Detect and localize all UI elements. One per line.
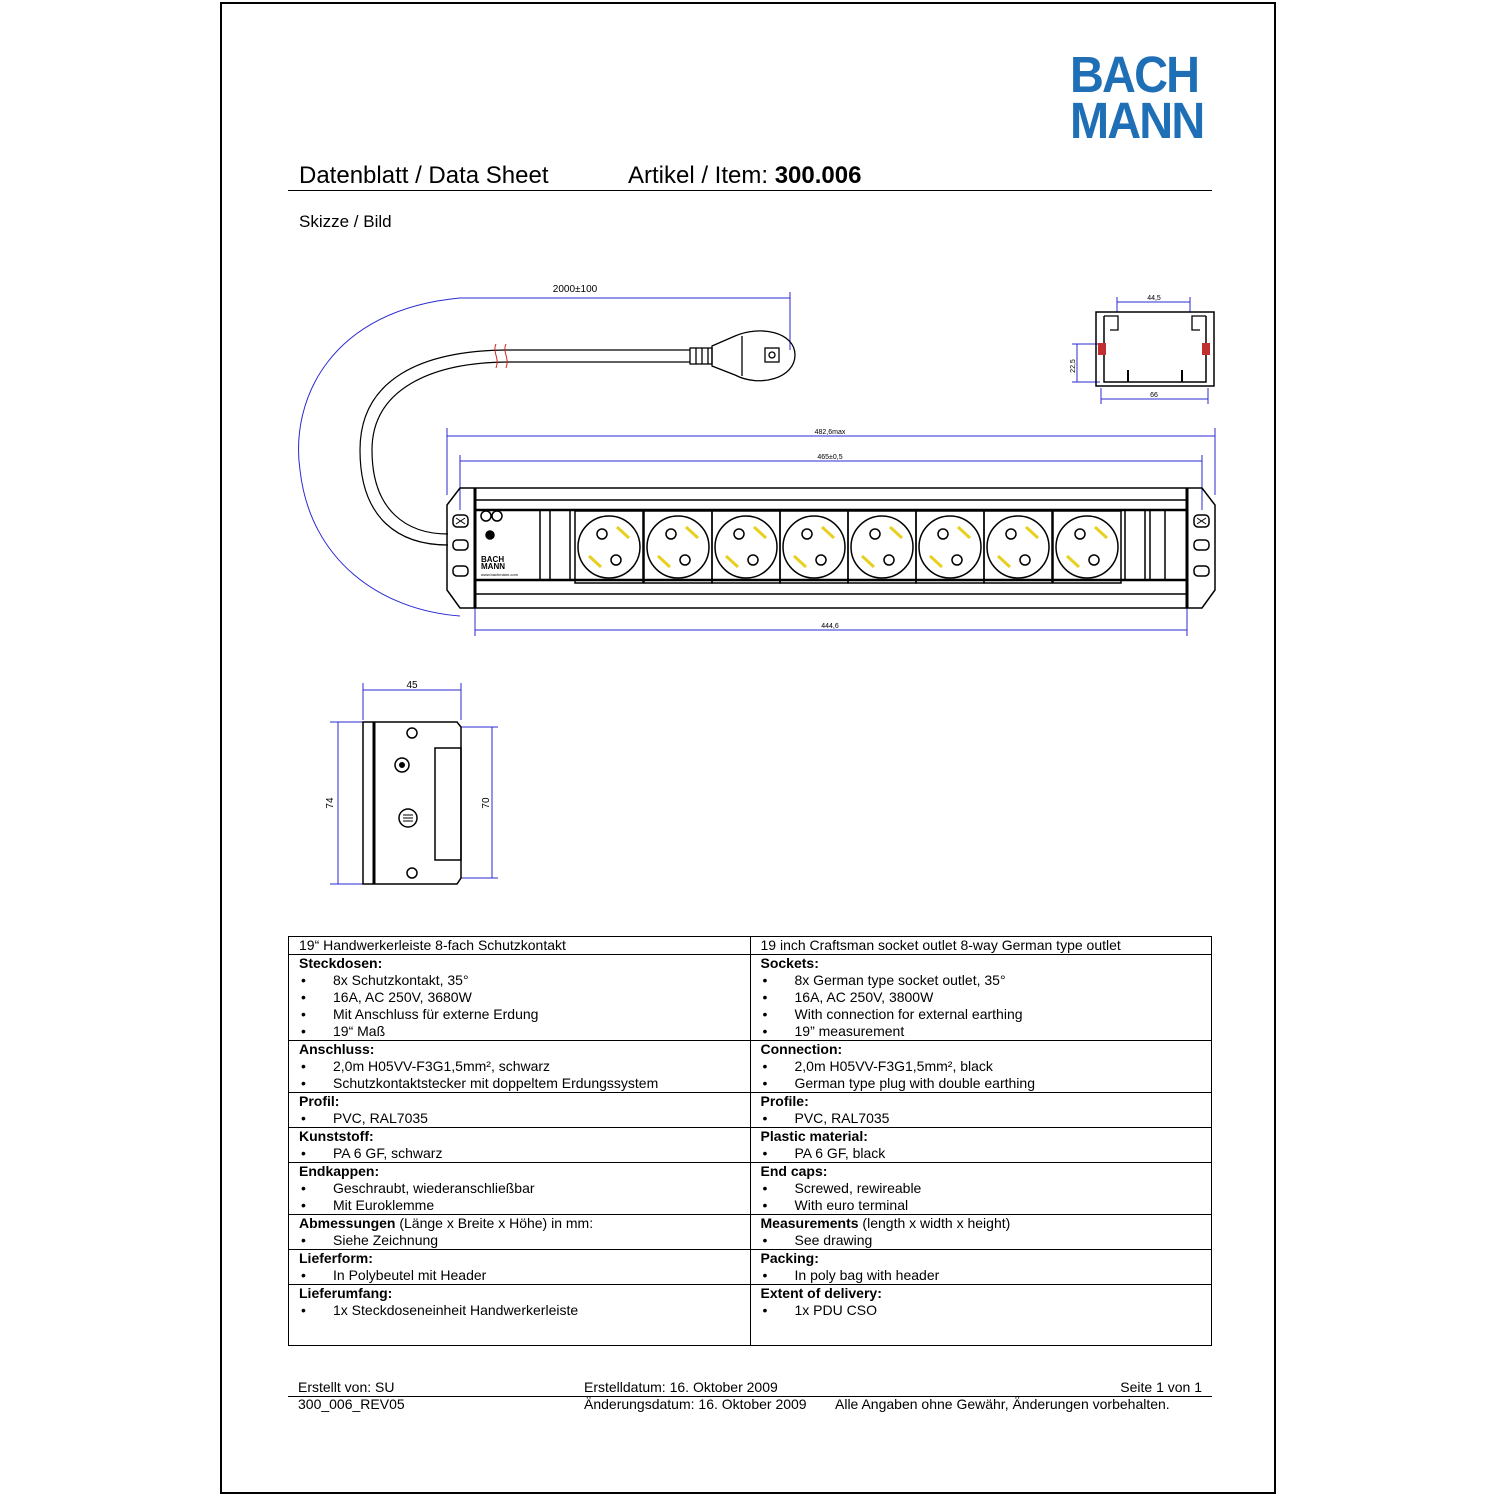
spec-bullet-item: • PA 6 GF, schwarz [301, 1145, 443, 1161]
spec-cell-de [289, 1128, 751, 1163]
bullet-icon: • [762, 972, 768, 988]
spec-cell-en [750, 955, 1212, 1041]
spec-bullet-item: • 1x Steckdoseneinheit Handwerkerleiste [301, 1302, 579, 1318]
bullet-icon: • [762, 1006, 768, 1022]
spec-bullet-item: • In Polybeutel mit Header [301, 1267, 487, 1283]
spec-heading: Abmessungen (Länge x Breite x Höhe) in mm: [299, 1215, 594, 1231]
bullet-icon: • [762, 1267, 768, 1283]
spec-cell-en [750, 1093, 1212, 1128]
plug [690, 331, 795, 381]
cable-break [495, 344, 507, 368]
spec-row [289, 1128, 1212, 1163]
spec-heading: End caps: [760, 1163, 828, 1179]
spec-heading: Profile: [760, 1093, 809, 1109]
spec-cell-en [750, 1215, 1212, 1250]
spec-heading: Sockets: [760, 955, 819, 971]
footer-row-2 [288, 1396, 1212, 1413]
spec-heading: Profil: [299, 1093, 340, 1109]
spec-bullet-item: • In poly bag with header [762, 1267, 940, 1283]
cable [360, 350, 690, 545]
bullet-icon: • [762, 1110, 768, 1126]
spec-heading: Anschluss: [299, 1041, 375, 1057]
spec-title-en: 19 inch Craftsman socket outlet 8-way German type outlet [750, 937, 1212, 955]
bullet-icon: • [301, 1110, 306, 1126]
spec-row [289, 1163, 1212, 1215]
spec-cell-en [750, 1285, 1212, 1346]
page-title: Datenblatt / Data Sheet [299, 162, 549, 189]
spec-cell-de [289, 1215, 751, 1250]
spec-cell-en [750, 1163, 1212, 1215]
spec-heading: Connection: [760, 1041, 843, 1057]
bullet-icon: • [301, 1058, 306, 1074]
spec-bullet-item: • 19“ Maß [301, 1023, 386, 1039]
spec-bullet-item: • 2,0m H05VV-F3G1,5mm², black [762, 1058, 993, 1074]
spec-bullet-item: • Mit Anschluss für externe Erdung [301, 1006, 539, 1022]
spec-heading: Kunststoff: [299, 1128, 374, 1144]
created-date: Erstelldatum: 16. Oktober 2009 [584, 1379, 778, 1395]
item-number: Artikel / Item: 300.006 [628, 162, 862, 189]
strip-brand-line1: BACH [481, 555, 505, 564]
spec-bullet-item: • 19” measurement [762, 1023, 905, 1039]
bullet-icon: • [301, 1180, 306, 1196]
spec-bullet-item: • Siehe Zeichnung [301, 1232, 439, 1248]
spec-bullet-item: • Screwed, rewireable [762, 1180, 922, 1196]
spec-heading: Plastic material: [760, 1128, 868, 1144]
bullet-icon: • [762, 1232, 768, 1248]
footer-row-1 [288, 1379, 1212, 1397]
spec-cell-de [289, 1250, 751, 1285]
spec-bullet-item: • See drawing [762, 1232, 873, 1248]
spec-bullet-item: • Mit Euroklemme [301, 1197, 435, 1213]
end-width-label: 45 [406, 680, 418, 691]
spec-table [288, 936, 1212, 1346]
spec-cell-de [289, 1093, 751, 1128]
spec-row [289, 1093, 1212, 1128]
spec-heading: Endkappen: [299, 1163, 380, 1179]
socket-outlet-3 [712, 511, 780, 583]
spec-heading: Lieferumfang: [299, 1285, 393, 1301]
bullet-icon: • [301, 1302, 306, 1318]
spec-heading: Packing: [760, 1250, 819, 1266]
spec-bullet-item: • 1x PDU CSO [762, 1302, 877, 1318]
body-width-label: 444,6 [821, 623, 839, 630]
spec-bullet-item: • PVC, RAL7035 [762, 1110, 890, 1126]
spec-cell-en [750, 1250, 1212, 1285]
socket-outlet-7 [984, 511, 1052, 583]
socket-outlets [575, 511, 1121, 583]
changed-date: Änderungsdatum: 16. Oktober 2009 [584, 1396, 807, 1412]
spec-cell-de [289, 1041, 751, 1093]
bullet-icon: • [301, 1023, 306, 1039]
document-id: 300_006_REV05 [298, 1396, 405, 1412]
spec-bullet-item: • PA 6 GF, black [762, 1145, 886, 1161]
spec-cell-en [750, 1128, 1212, 1163]
bullet-icon: • [301, 1197, 306, 1213]
bullet-icon: • [301, 989, 306, 1005]
spec-cell-en [750, 1041, 1212, 1093]
profile-top-label: 44,5 [1147, 295, 1161, 302]
created-by: Erstellt von: SU [298, 1379, 395, 1395]
page-number: Seite 1 von 1 [1120, 1379, 1202, 1395]
spec-cell-de [289, 1163, 751, 1215]
bullet-icon: • [301, 1232, 306, 1248]
disclaimer: Alle Angaben ohne Gewähr, Änderungen vorbehalten. [835, 1396, 1170, 1412]
strip-brand-url: www.bachmann.com [481, 572, 518, 577]
bullet-icon: • [762, 1023, 768, 1039]
spec-row [289, 1250, 1212, 1285]
spec-cell-de [289, 955, 751, 1041]
spec-row [289, 1285, 1212, 1346]
bullet-icon: • [301, 1267, 306, 1283]
bullet-icon: • [301, 1006, 306, 1022]
sketch-label: Skizze / Bild [299, 212, 392, 231]
bullet-icon: • [301, 1145, 306, 1161]
socket-outlet-4 [780, 511, 848, 583]
socket-outlet-5 [848, 511, 916, 583]
bullet-icon: • [301, 1075, 306, 1091]
socket-outlet-6 [916, 511, 984, 583]
bullet-icon: • [762, 1075, 768, 1091]
bullet-icon: • [762, 1058, 768, 1074]
spec-heading: Extent of delivery: [760, 1285, 882, 1301]
end-view [330, 683, 498, 884]
socket-outlet-2 [644, 511, 712, 583]
bullet-icon: • [301, 972, 306, 988]
spec-row [289, 955, 1212, 1041]
spec-bullet-item: • German type plug with double earthing [762, 1075, 1035, 1091]
spec-bullet-item: • Geschraubt, wiederanschließbar [301, 1180, 535, 1196]
mount-width-label: 465±0,5 [817, 454, 843, 461]
overall-width-label: 482,6max [814, 429, 846, 436]
spec-bullet-item: • 8x Schutzkontakt, 35° [301, 972, 469, 988]
socket-outlet-8 [1053, 511, 1121, 583]
bachmann-logo: BACH MANN [1070, 46, 1204, 149]
spec-bullet-item: • 16A, AC 250V, 3680W [301, 989, 472, 1005]
spec-bullet-item: • 2,0m H05VV-F3G1,5mm², schwarz [301, 1058, 551, 1074]
spec-heading: Steckdosen: [299, 955, 383, 971]
bullet-icon: • [762, 1180, 768, 1196]
spec-row [289, 1215, 1212, 1250]
bullet-icon: • [762, 1197, 768, 1213]
spec-bullet-item: • Schutzkontaktstecker mit doppeltem Erdungssystem [301, 1075, 659, 1091]
spec-bullet-item: • 8x German type socket outlet, 35° [762, 972, 1006, 988]
end-height-inner-label: 70 [481, 797, 492, 809]
spec-cell-de [289, 1285, 751, 1346]
end-height-outer-label: 74 [325, 797, 336, 809]
spec-heading: Measurements (length x width x height) [760, 1215, 1011, 1231]
bullet-icon: • [762, 989, 768, 1005]
cable-length-label: 2000±100 [552, 284, 598, 295]
spec-title-de: 19“ Handwerkerleiste 8-fach Schutzkontakt [289, 937, 751, 955]
strip-brand-line2: MANN [481, 562, 505, 571]
profile-cross-section [1072, 297, 1214, 404]
spec-bullet-item: • PVC, RAL7035 [301, 1110, 428, 1126]
profile-bottom-label: 66 [1150, 392, 1158, 399]
spec-bullet-item: • 16A, AC 250V, 3800W [762, 989, 934, 1005]
spec-bullet-item: • With connection for external earthing [762, 1006, 1023, 1022]
spec-bullet-item: • With euro terminal [762, 1197, 909, 1213]
profile-height-label: 22,5 [1070, 359, 1077, 373]
spec-row [289, 1041, 1212, 1093]
bullet-icon: • [762, 1145, 768, 1161]
socket-outlet-1 [575, 511, 643, 583]
spec-heading: Lieferform: [299, 1250, 373, 1266]
bullet-icon: • [762, 1302, 768, 1318]
